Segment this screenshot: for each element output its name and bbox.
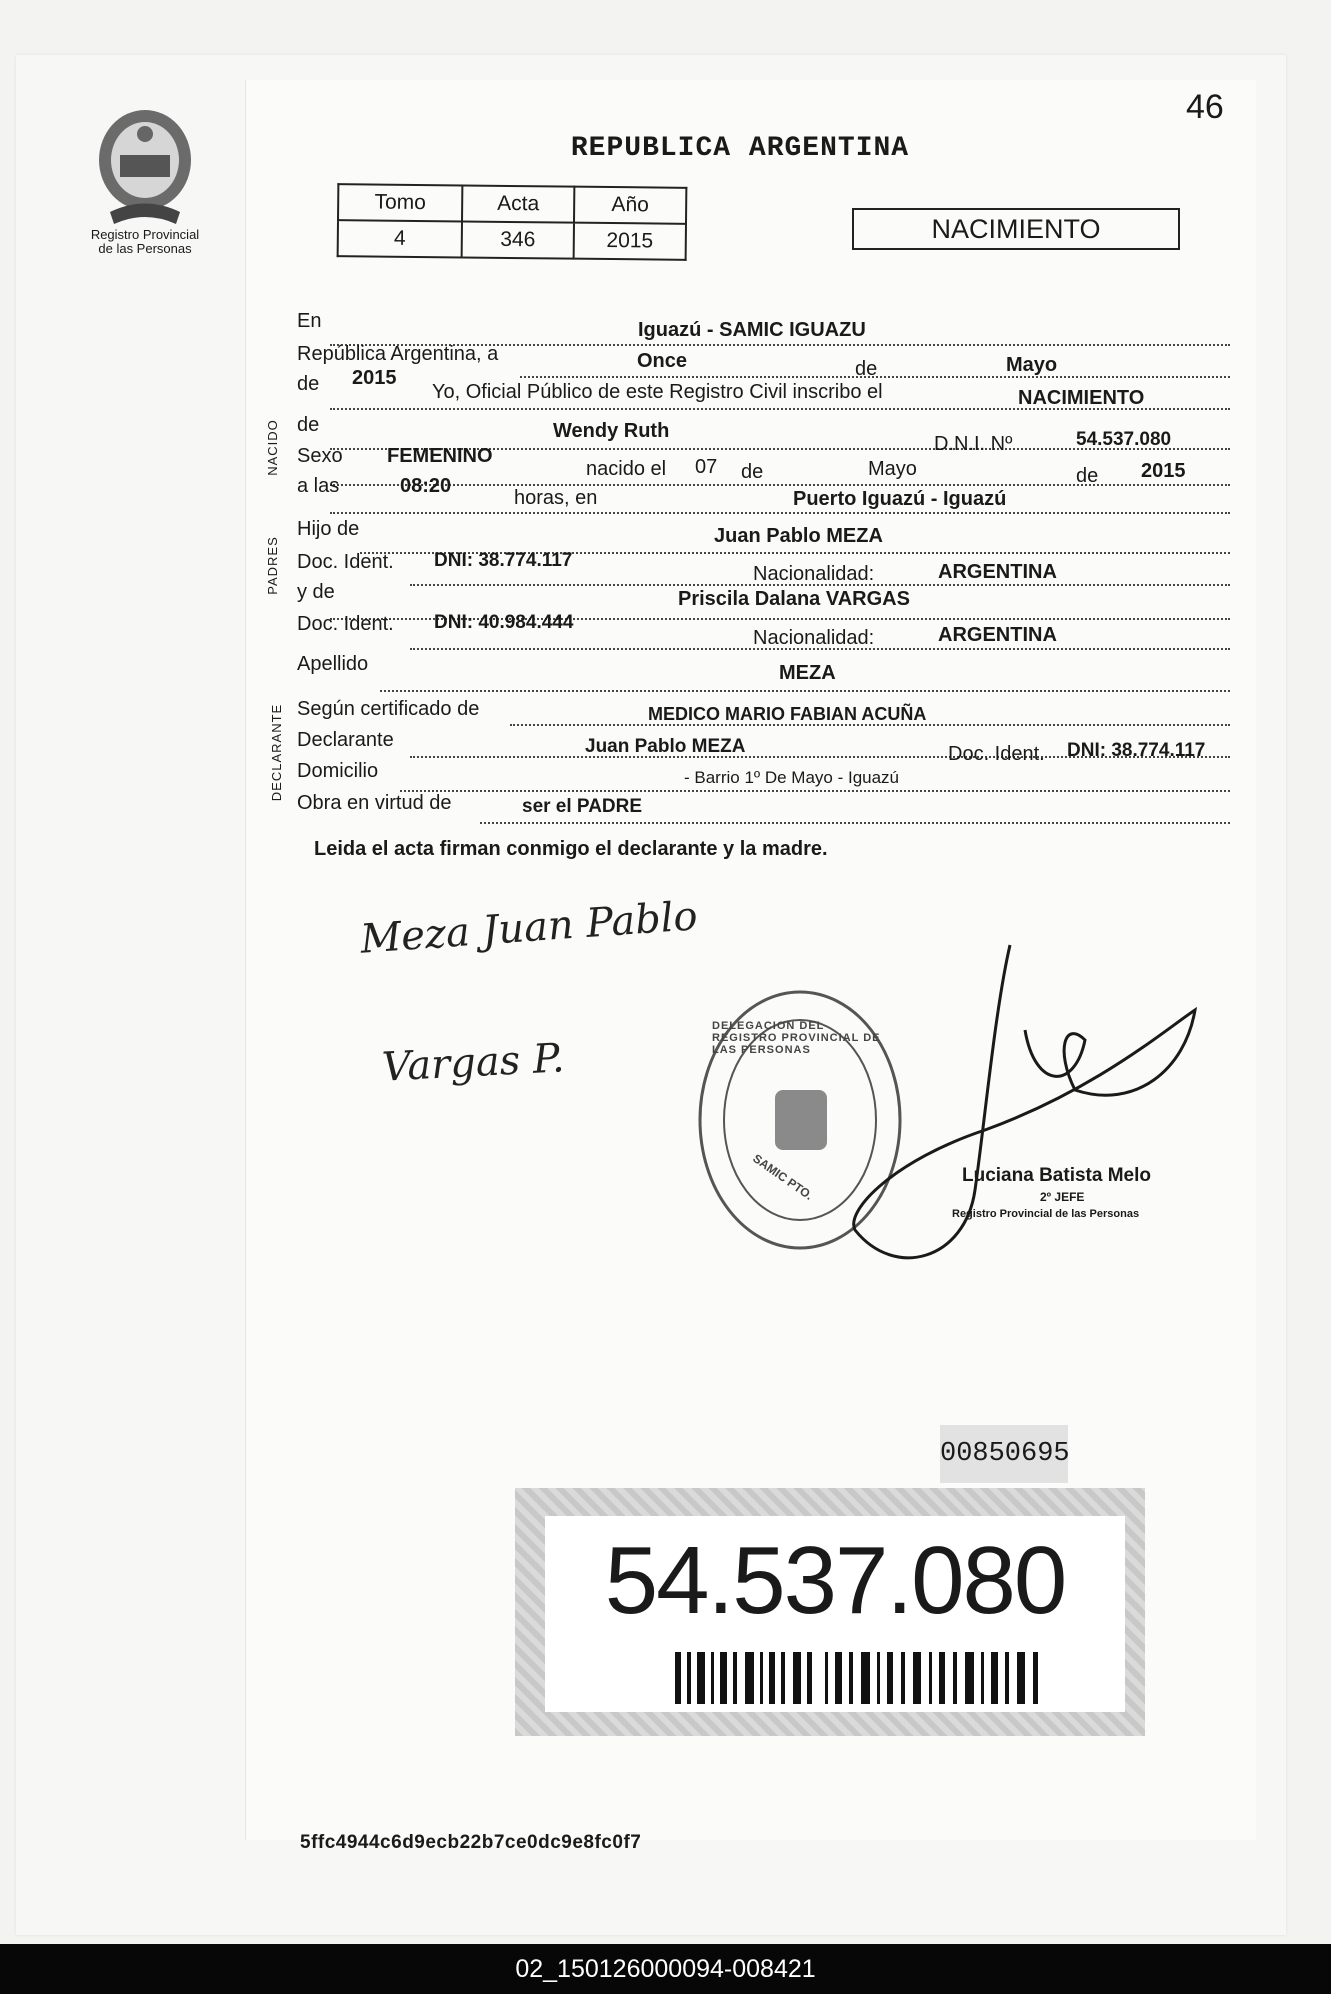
dotted-line [330,512,1230,514]
dia-value: Once [637,350,688,372]
madre-value: Priscila Dalana VARGAS [678,588,910,610]
horas-label: horas, en [514,487,598,509]
yde-label: y de [297,581,335,603]
nac-mes-value: Mayo [868,458,917,480]
footer-file-id: 02_150126000094-008421 [0,1944,1331,1994]
registry-caption-line2: de las Personas [98,241,192,256]
anio-de-label: de [297,373,320,395]
padre-doc-label: Doc. Ident. [297,551,394,573]
republica-label: República Argentina, a [297,343,499,365]
nac-dia-value: 07 [695,456,718,478]
acta-value: 346 [462,221,574,258]
sexo-value: FEMENINO [387,445,493,467]
nombre-value: Wendy Ruth [553,420,670,442]
acto-value: NACIMIENTO [1018,387,1145,409]
closing-statement: Leida el acta firman conmigo el declarante y la madre. [314,838,828,860]
padre-nac-label: Nacionalidad: [753,563,875,585]
serial-number: 00850695 [940,1425,1068,1483]
obra-value: ser el PADRE [522,796,643,817]
apellido-label: Apellido [297,653,369,675]
official-signature [835,930,1205,1310]
provincial-seal-icon [80,100,210,230]
acta-header: Acta [462,185,574,222]
decl-doc-label: Doc. Ident. [948,743,1045,765]
dotted-line [400,790,1230,792]
obra-label: Obra en virtud de [297,792,452,814]
dni-value: 54.537.080 [1076,429,1172,450]
padre-doc-value: DNI: 38.774.117 [434,550,573,571]
padre-signature: Meza Juan Pablo [358,893,700,963]
padre-value: Juan Pablo MEZA [714,525,883,547]
official-name: Luciana Batista Melo [962,1165,1151,1186]
section-declarante: DECLARANTE [269,703,285,802]
lugar-value: Iguazú - SAMIC IGUAZU [638,319,866,341]
de-label: de [855,358,878,380]
hora-value: 08:20 [400,475,452,497]
sexo-label: Sexo [297,445,343,467]
apellido-value: MEZA [779,662,836,684]
anio-value: 2015 [574,223,686,260]
country-title: REPUBLICA ARGENTINA [570,133,910,164]
madre-doc-value: DNI: 40.984.444 [434,612,574,633]
registry-caption-line1: Registro Provincial [90,227,200,242]
document-hash: 5ffc4944c6d9ecb22b7ce0dc9e8fc0f7 [300,1832,642,1853]
madre-nac-value: ARGENTINA [938,624,1057,646]
decl-doc-value: DNI: 38.774.117 [1067,740,1206,761]
certificado-label: Según certificado de [297,698,480,720]
mes-value: Mayo [1006,354,1058,376]
document-type-box: NACIMIENTO [852,208,1180,250]
section-nacido: NACIDO [264,419,280,476]
tomo-header: Tomo [338,184,462,221]
nac-de2-label: de [1076,465,1099,487]
page-number: 46 [1186,88,1224,126]
madre-nac-label: Nacionalidad: [753,627,875,649]
tomo-acta-anio-table [337,183,688,261]
id-label-number: 54.537.080 [604,1527,1066,1634]
nombre-label: de [297,414,320,436]
nac-de1-label: de [741,461,764,483]
nac-anio-value: 2015 [1141,460,1186,482]
dotted-line [480,822,1230,824]
id-label-inner [545,1516,1125,1712]
nacido-label: nacido el [586,458,667,480]
madre-doc-label: Doc. Ident. [297,613,394,635]
declarante-value: Juan Pablo MEZA [585,736,746,757]
hijo-label: Hijo de [297,518,360,540]
dni-label: D.N.I. Nº [934,433,1013,455]
section-padres: PADRES [264,536,280,595]
alas-label: a las [297,475,340,497]
anio-record-value: 2015 [352,367,397,389]
registry-caption [60,228,230,256]
barcode-icon [675,1652,1045,1704]
lugar-nac-value: Puerto Iguazú - Iguazú [793,488,1007,510]
domicilio-value: - Barrio 1º De Mayo - Iguazú [684,768,900,787]
tomo-value: 4 [338,220,462,257]
stamp-ring-text: DELEGACION DEL REGISTRO PROVINCIAL DE LAS PERSONAS [712,1020,881,1056]
oficial-text: Yo, Oficial Público de este Registro Civil inscribo el [432,381,883,403]
official-role: 2º JEFE [1040,1190,1085,1204]
padre-nac-value: ARGENTINA [938,561,1057,583]
official-org: Registro Provincial de las Personas [952,1208,1140,1220]
anio-header: Año [574,187,686,224]
dotted-line [380,690,1230,692]
declarante-label: Declarante [297,729,394,751]
madre-signature: Vargas P. [380,1035,566,1091]
en-label: En [297,310,322,332]
id-security-label [515,1488,1145,1736]
certificado-value: MEDICO MARIO FABIAN ACUÑA [648,704,927,724]
stamp-inner-text: SAMIC PTO. [750,1151,816,1203]
domicilio-label: Domicilio [297,760,379,782]
